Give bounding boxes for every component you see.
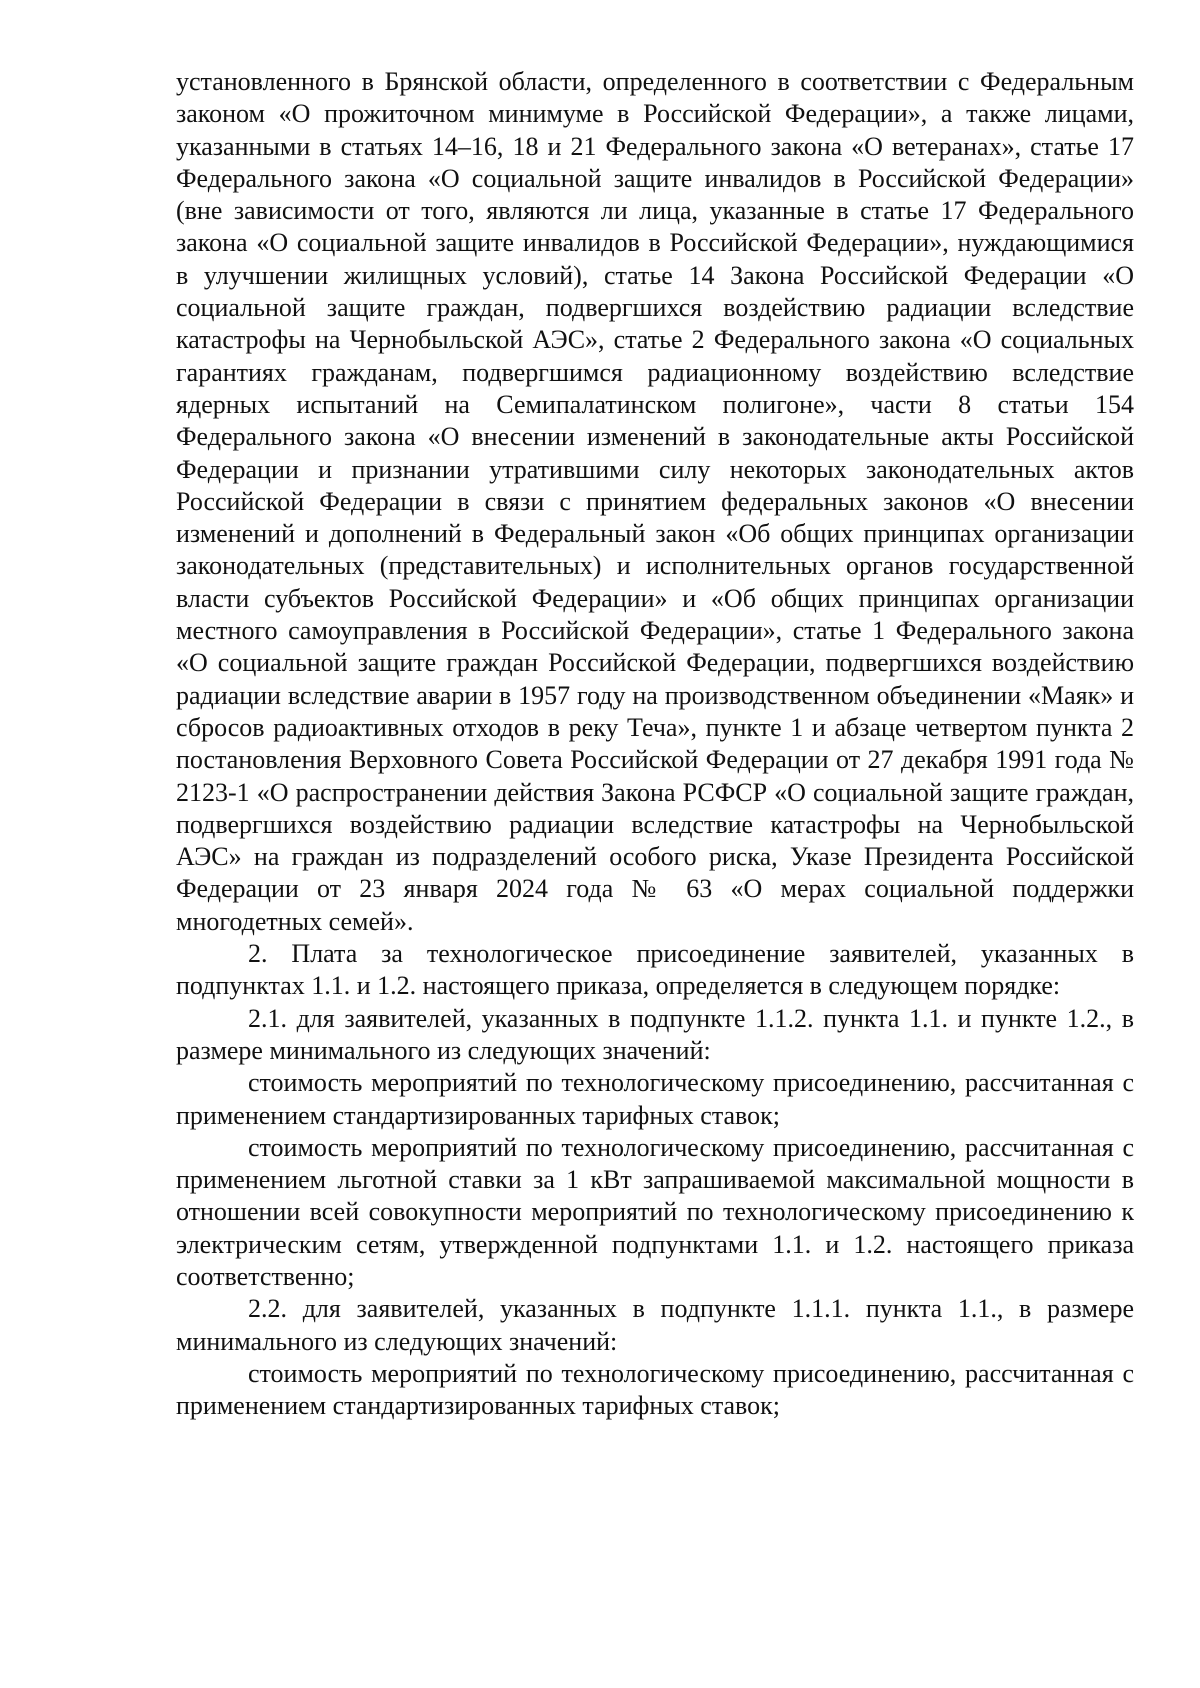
paragraph-item-2: 2. Плата за технологическое присоединение заявителей, указанных в подпунктах 1.1. и 1.2. настоящего приказа, определяется в следующем порядке:	[176, 939, 1134, 1001]
paragraph-cost-preferential: стоимость мероприятий по технологическому присоединению, рассчитанная с применением льготной ставки за 1 кВт запрашиваемой максимальной мощности в отношении всей совокупности мероприятий по технологическому присоединению к электрическим сетям, утвержденной подпунктами 1.1. и 1.2. настоящего приказа соответственно;	[176, 1132, 1134, 1291]
paragraph-cost-standard-1: стоимость мероприятий по технологическому присоединению, рассчитанная с применением стандартизированных тарифных ставок;	[176, 1068, 1134, 1130]
paragraph-item-2-1: 2.1. для заявителей, указанных в подпункте 1.1.2. пункта 1.1. и пункте 1.2., в размере минимального из следующих значений:	[176, 1003, 1134, 1065]
document-page	[176, 66, 1134, 1422]
paragraph-cost-standard-2: стоимость мероприятий по технологическому присоединению, рассчитанная с применением стандартизированных тарифных ставок;	[176, 1358, 1134, 1421]
paragraph-item-2-2: 2.2. для заявителей, указанных в подпункте 1.1.1. пункта 1.1., в размере минимального из следующих значений:	[176, 1294, 1134, 1356]
paragraph-continuation: установленного в Брянской области, определенного в соответствии с Федеральным законом «О прожиточном минимуме в Российской Федерации», а также лицами, указанными в статьях 14–16, 18 и 21 Федерального закона «О ветеранах», статье 17 Федерального закона «О социальной защите инвалидов в Российской Федерации» (вне зависимости от того, являются ли лица, указанные в статье 17 Федерального закона «О социальной защите инвалидов в Российской Федерации», нуждающимися в улучшении жилищных условий), статье 14 Закона Российской Федерации «О социальной защите граждан, подвергшихся воздействию радиации вследствие катастрофы на Чернобыльской АЭС», статье 2 Федерального закона «О социальных гарантиях гражданам, подвергшимся радиационному воздействию вследствие ядерных испытаний на Семипалатинском полигоне», части 8 статьи 154 Федерального закона «О внесении изменений в законодательные акты Российской Федерации и признании утратившими силу некоторых законодательных актов Российской Федерации в связи с принятием федеральных законов «О внесении изменений и дополнений в Федеральный закон «Об общих принципах организации законодательных (представительных) и исполнительных органов государственной власти субъектов Российской Федерации» и «Об общих принципах организации местного самоуправления в Российской Федерации», статье 1 Федерального закона «О социальной защите граждан Российской Федерации, подвергшихся воздействию радиации вследствие аварии в 1957 году на производственном объединении «Маяк» и сбросов радиоактивных отходов в реку Теча», пункте 1 и абзаце четвертом пункта 2 постановления Верховного Совета Российской Федерации от 27 декабря 1991 года № 2123-1 «О распространении действия Закона РСФСР «О социальной защите граждан, подвергшихся воздействию радиации вследствие катастрофы на Чернобыльской АЭС» на граждан из подразделений особого риска, Указе Президента Российской Федерации от 23 января 2024 года № 63 «О мерах социальной поддержки многодетных семей».	[176, 67, 1134, 936]
